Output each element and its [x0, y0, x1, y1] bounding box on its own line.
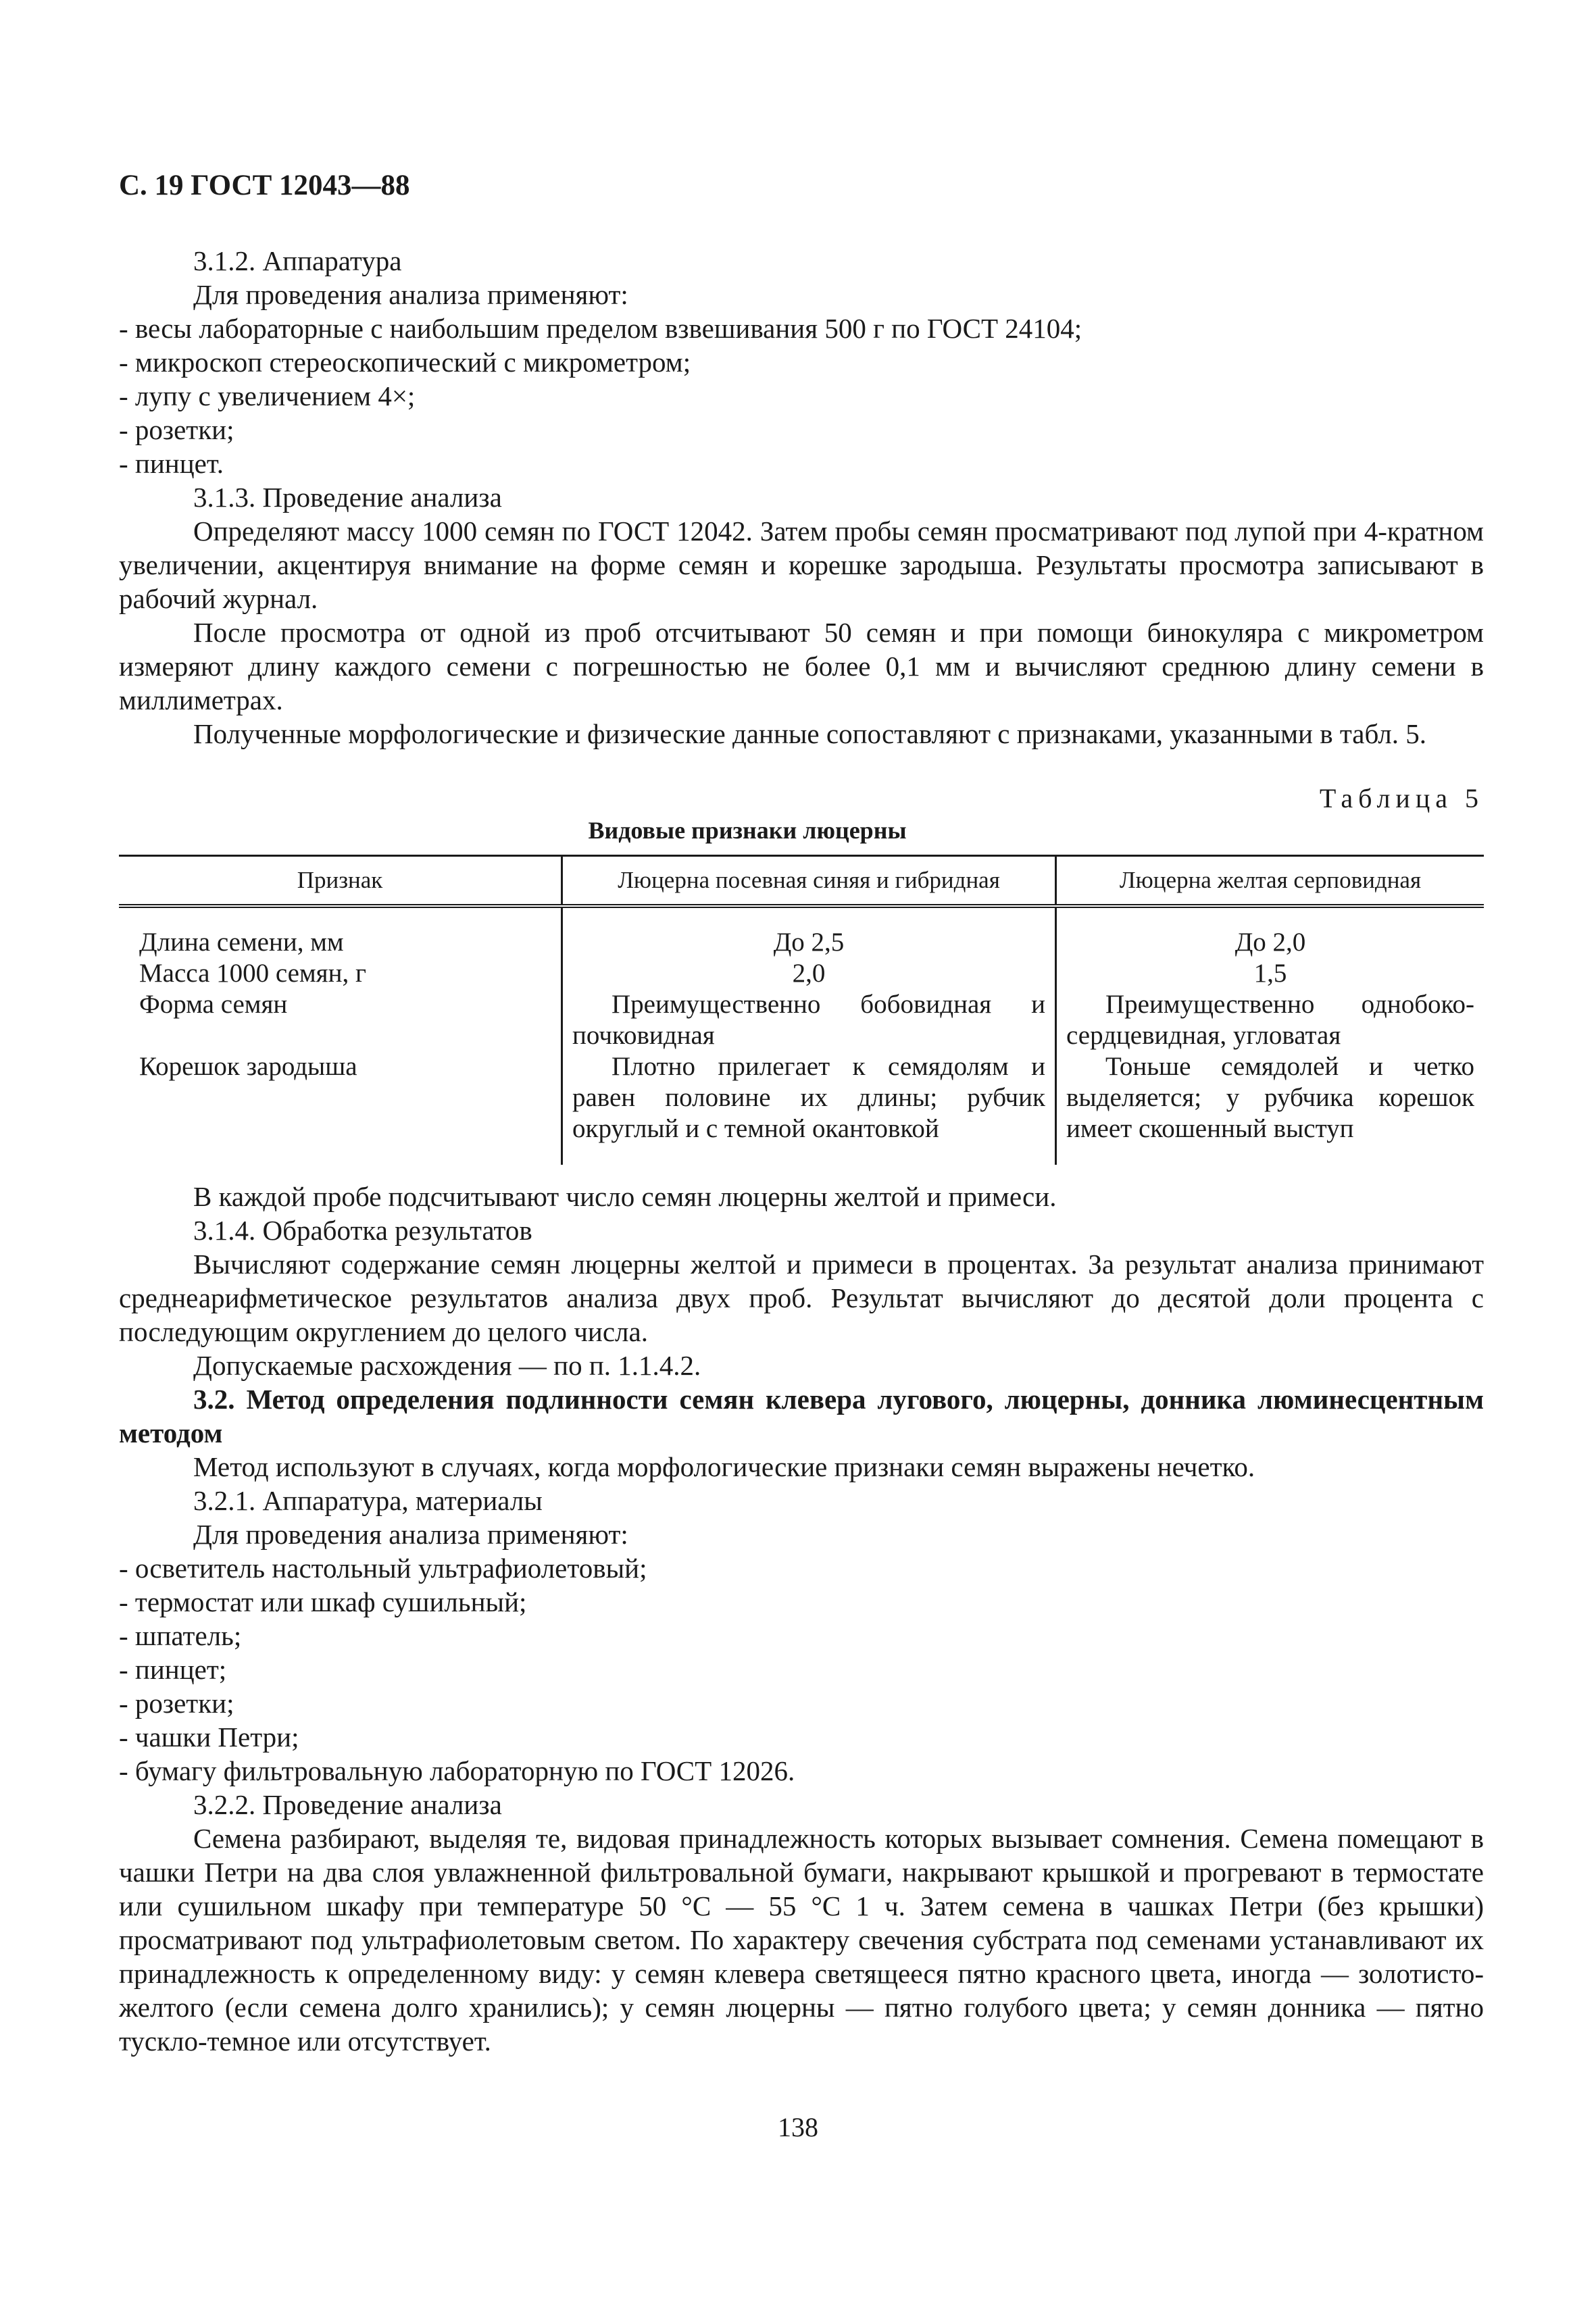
- paragraph: Для проведения анализа применяют:: [193, 1519, 628, 1550]
- page-header: С. 19 ГОСТ 12043—88: [119, 170, 410, 201]
- section-heading: 3.1.3. Проведение анализа: [193, 482, 502, 513]
- table-caption: Таблица 5: [1319, 783, 1484, 813]
- list-item: - лупу с увеличением 4×;: [119, 380, 416, 411]
- paragraph: Семена разбирают, выделяя те, видовая принадлежность которых вызывает сомнения. Семена помещают в чашки Петри на два слоя увлажненной фильтровальной бумаги, накрывают крышкой и прогревают в термостате или сушильном шкафу при температуре 50 °С — 55 °С 1 ч. Затем семена в чашках Петри (без крышки) просматривают под ультрафиолетовым светом. По характеру свечения субстрата под семенами устанавливают их принадлежность к определенному виду: у семян клевера светящееся пятно красного цвета, иногда — золотисто-желтого (если семена долго хранились); у семян люцерны — пятно голубого цвета; у семян донника — пятно тускло-темное или отсутствует.: [119, 1823, 1484, 2057]
- table-row: [119, 958, 1484, 989]
- list-item: - шпатель;: [119, 1620, 242, 1651]
- list-item: - пинцет;: [119, 1654, 227, 1685]
- table-header-cell: Люцерна желтая серповидная: [1056, 856, 1485, 907]
- table-header-cell: Признак: [119, 856, 562, 907]
- list-item: - пинцет.: [119, 448, 224, 479]
- paragraph: Полученные морфологические и физические данные сопоставляют с признаками, указанными в табл. 5.: [193, 718, 1427, 749]
- table-cell: Корешок зародыша: [139, 1052, 357, 1081]
- paragraph: В каждой пробе подсчитывают число семян люцерны желтой и примеси.: [193, 1181, 1057, 1212]
- table-cell: Масса 1000 семян, г: [139, 959, 366, 988]
- table-header-cell: Люцерна посевная синяя и гибридная: [562, 856, 1056, 907]
- table-cell: 2,0: [562, 958, 1056, 989]
- paragraph: Вычисляют содержание семян люцерны желтой и примеси в процентах. За результат анализа принимают среднеарифметическое результатов анализа двух проб. Результат вычисляют до десятой доли процента с последующим округлением до целого числа.: [119, 1249, 1484, 1347]
- list-item: - микроскоп стереоскопический с микрометром;: [119, 347, 691, 378]
- paragraph: Метод используют в случаях, когда морфологические признаки семян выражены нечетко.: [193, 1451, 1255, 1482]
- table-cell: Тоньше семядолей и четко выделяется; у рубчика корешок имеет скошенный выступ: [1066, 1052, 1474, 1143]
- page-number: 138: [778, 2112, 818, 2142]
- table-cell: Длина семени, мм: [139, 928, 344, 957]
- paragraph: Для проведения анализа применяют:: [193, 279, 628, 310]
- table-title: Видовые признаки люцерны: [588, 817, 907, 844]
- paragraph: После просмотра от одной из проб отсчитывают 50 семян и при помощи бинокуляра с микрометром измеряют длину каждого семени с погрешностью не более 0,1 мм и вычисляют среднюю длину семени в миллиметрах.: [119, 617, 1484, 715]
- table-cell: До 2,5: [562, 906, 1056, 958]
- section-heading: 3.1.4. Обработка результатов: [193, 1215, 532, 1246]
- table-header-row: [119, 856, 1484, 907]
- table-cell: 1,5: [1056, 958, 1485, 989]
- list-item: - осветитель настольный ультрафиолетовый;: [119, 1553, 647, 1584]
- section-heading: 3.1.2. Аппаратура: [193, 245, 402, 276]
- section-heading: 3.2.2. Проведение анализа: [193, 1789, 502, 1820]
- list-item: - розетки;: [119, 414, 234, 445]
- table-row: [119, 989, 1484, 1051]
- table-cell: До 2,0: [1056, 906, 1485, 958]
- table-cell: Преимущественно бобовидная и почковидная: [572, 990, 1045, 1050]
- table-row: [119, 1051, 1484, 1165]
- paragraph: Допускаемые расхождения — по п. 1.1.4.2.: [193, 1350, 701, 1381]
- species-traits-table: [119, 855, 1484, 1165]
- list-item: - бумагу фильтровальную лабораторную по ГОСТ 12026.: [119, 1755, 795, 1786]
- section-heading: 3.2.1. Аппаратура, материалы: [193, 1485, 543, 1516]
- paragraph: Определяют массу 1000 семян по ГОСТ 12042. Затем пробы семян просматривают под лупой при 4-кратном увеличении, акцентируя внимание на форме семян и корешке зародыша. Результаты просмотра записывают в рабочий журнал.: [119, 515, 1484, 614]
- table-row: [119, 906, 1484, 958]
- section-heading: 3.2. Метод определения подлинности семян клевера лугового, люцерны, донника люминесцентным методом: [119, 1384, 1484, 1449]
- list-item: - чашки Петри;: [119, 1721, 299, 1753]
- list-item: - розетки;: [119, 1688, 234, 1719]
- list-item: - весы лабораторные с наибольшим пределом взвешивания 500 г по ГОСТ 24104;: [119, 313, 1082, 344]
- document-page: [119, 169, 1484, 2058]
- table-cell: Плотно прилегает к семядолям и равен половине их длины; рубчик округлый и с темной окантовкой: [572, 1052, 1045, 1143]
- list-item: - термостат или шкаф сушильный;: [119, 1586, 527, 1617]
- table-cell: Форма семян: [139, 990, 288, 1019]
- table-cell: Преимущественно однобоко-сердцевидная, угловатая: [1066, 990, 1474, 1050]
